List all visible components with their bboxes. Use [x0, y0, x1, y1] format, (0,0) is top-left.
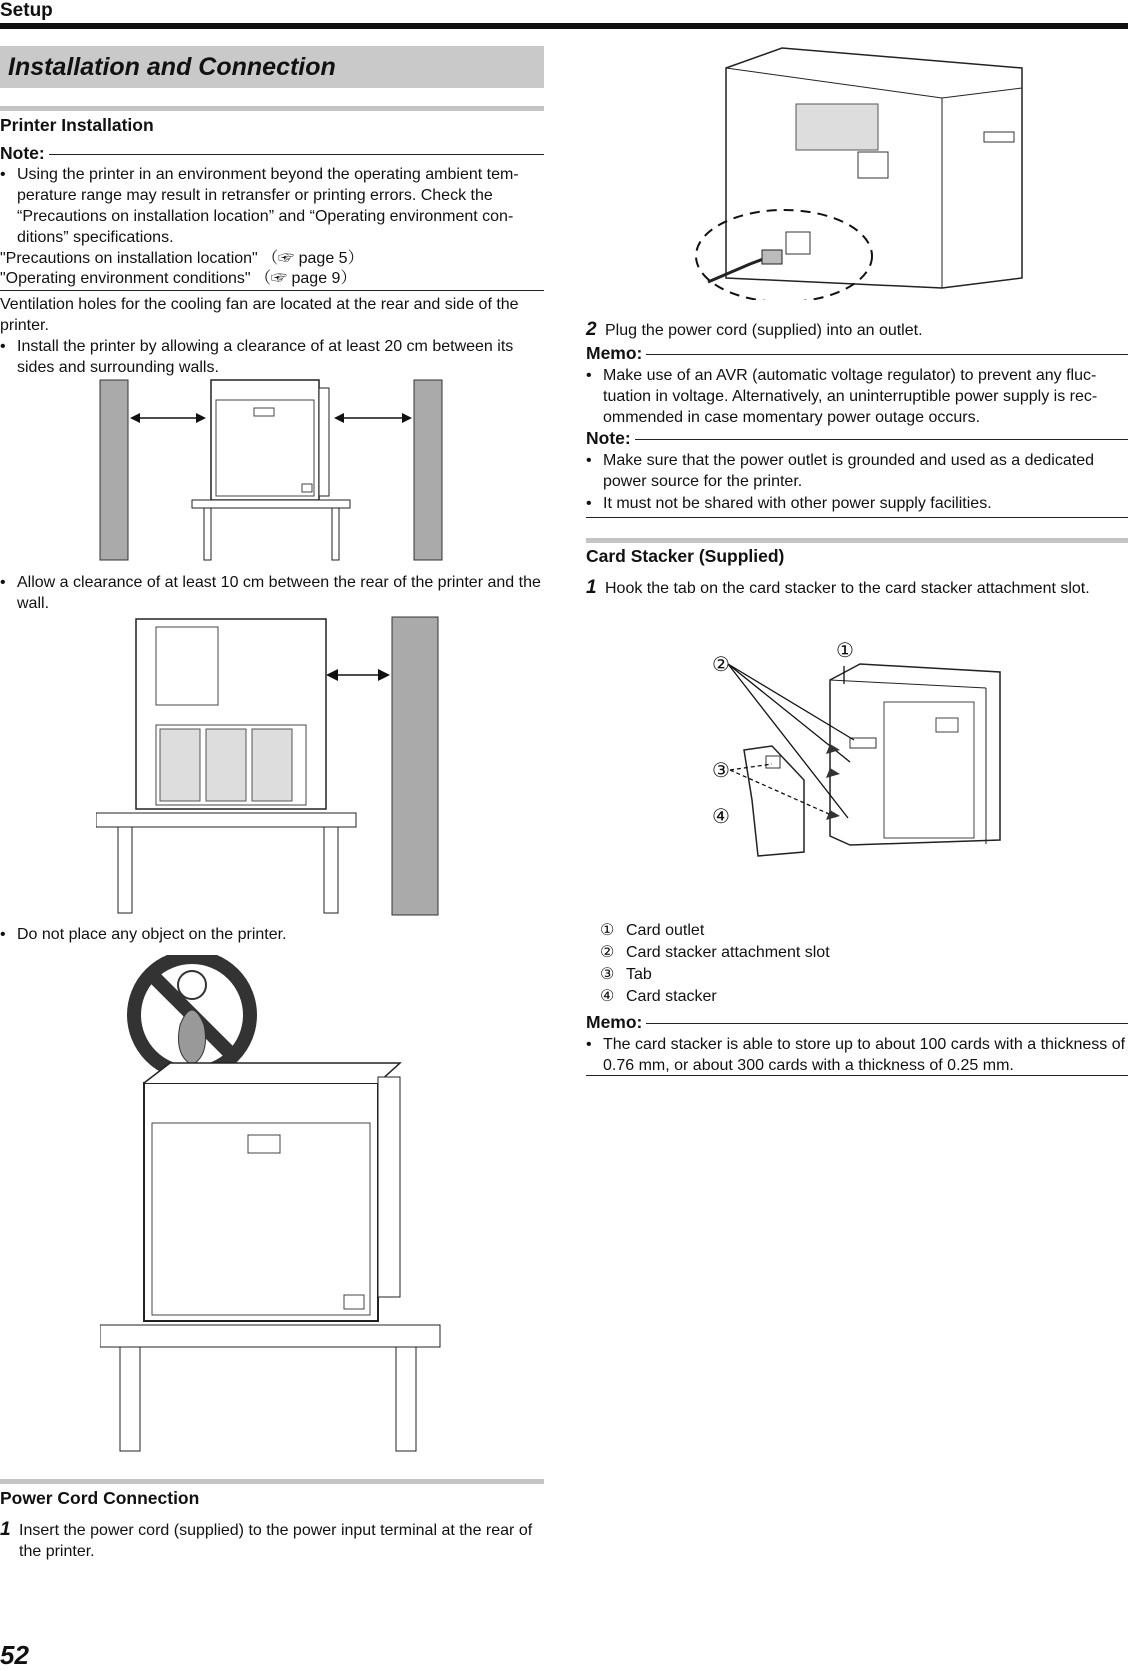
- memo-label: Memo:: [586, 343, 643, 363]
- memo-label: Memo:: [586, 1012, 643, 1032]
- step-text: Hook the tab on the card stacker to the card stacker attachment slot.: [605, 580, 1090, 597]
- note-heading: [0, 143, 544, 164]
- legend-item: [600, 964, 652, 986]
- memo-bullet: • Make use of an AVR (automatic voltage regulator) to prevent any fluc-tuation in voltage. Alternatively, an uninterruptible power supply is rec-ommended in case momentary power outage occurs.: [586, 365, 1127, 428]
- power-plug-icon: [762, 250, 782, 264]
- card-stacker-heading: Card Stacker (Supplied): [586, 546, 785, 566]
- power-cord-step-1: [0, 1520, 546, 1562]
- step-text: Insert the power cord (supplied) to the power input terminal at the rear of the printer.: [19, 1522, 533, 1560]
- memo-end-rule: [586, 1075, 1128, 1076]
- memo-heading: [586, 343, 1128, 364]
- step-text: Plug the power cord (supplied) into an outlet.: [605, 322, 923, 339]
- memo-heading: [586, 1012, 1128, 1033]
- note-heading: [586, 428, 1128, 449]
- bullet-rear-clearance: • Allow a clearance of at least 10 cm between the rear of the printer and the wall.: [0, 572, 544, 614]
- callout-2: ②: [712, 654, 730, 676]
- note-label: Note:: [0, 143, 45, 163]
- note-label: Note:: [586, 428, 631, 448]
- subsection-rule: [586, 538, 1128, 543]
- subsection-rule: [0, 1479, 544, 1484]
- callout-3: ③: [712, 760, 730, 782]
- power-cord-step-2: [586, 320, 1128, 341]
- note-end-rule: [586, 517, 1128, 518]
- step-number: 1: [0, 1519, 11, 1540]
- section-banner-title: Installation and Connection: [8, 53, 336, 81]
- ventilation-text: Ventilation holes for the cooling fan are located at the rear and side of the printer.: [0, 296, 519, 334]
- power-input-figure: [686, 42, 1032, 300]
- rear-clearance-figure: [96, 615, 446, 917]
- legend-item: [600, 920, 704, 942]
- note-bullet: • Make sure that the power outlet is grounded and used as a dedicated power source for the printer.: [586, 450, 1127, 492]
- page-number: 52: [0, 1640, 29, 1670]
- note-bullet: • It must not be shared with other power supply facilities.: [586, 493, 1127, 514]
- callout-1: ①: [836, 640, 854, 662]
- legend-text: Tab: [626, 966, 652, 983]
- legend-item: [600, 986, 717, 1008]
- reference-environment-link[interactable]: "Operating environment conditions" （☞ page 9）: [0, 270, 357, 287]
- legend-text: Card stacker attachment slot: [626, 944, 830, 961]
- section-banner: [0, 46, 544, 88]
- legend-text: Card outlet: [626, 922, 705, 939]
- legend-text: Card stacker: [626, 988, 717, 1005]
- card-stacker-figure: [700, 640, 1010, 860]
- bullet-side-clearance: • Install the printer by allowing a clearance of at least 20 cm between its sides and surrounding walls.: [0, 336, 544, 378]
- memo-bullet: • The card stacker is able to store up to about 100 cards with a thickness of 0.76 mm, or about 300 cards with a thickness of 0.25 mm.: [586, 1034, 1127, 1076]
- note-end-rule: [0, 290, 544, 291]
- legend-mark: ①: [600, 922, 615, 939]
- legend-mark: ③: [600, 966, 615, 983]
- legend-item: [600, 942, 830, 964]
- section-header: Setup: [0, 0, 53, 21]
- no-object-figure: [100, 955, 445, 1453]
- reference-precautions-link[interactable]: "Precautions on installation location" （☞ page 5）: [0, 250, 364, 267]
- power-cord-heading: Power Cord Connection: [0, 1488, 200, 1508]
- header-rule: [0, 23, 1128, 29]
- flower-icon: [178, 971, 206, 999]
- card-stacker-step-1: [586, 578, 1128, 599]
- printer-installation-heading: Printer Installation: [0, 115, 154, 135]
- callout-4: ④: [712, 806, 730, 828]
- subsection-rule: [0, 106, 544, 111]
- note-bullet: • Using the printer in an environment beyond the operating ambient tem-perature range may result in retransfer or printing errors. Check the “Precautions on installation location” and “Operating environment con-ditions” specifications.: [0, 164, 541, 248]
- bullet-no-object: • Do not place any object on the printer.: [0, 924, 544, 945]
- step-number: 2: [586, 319, 597, 340]
- step-number: 1: [586, 577, 597, 598]
- side-clearance-figure: [96, 378, 446, 562]
- legend-mark: ②: [600, 944, 615, 961]
- legend-mark: ④: [600, 988, 615, 1005]
